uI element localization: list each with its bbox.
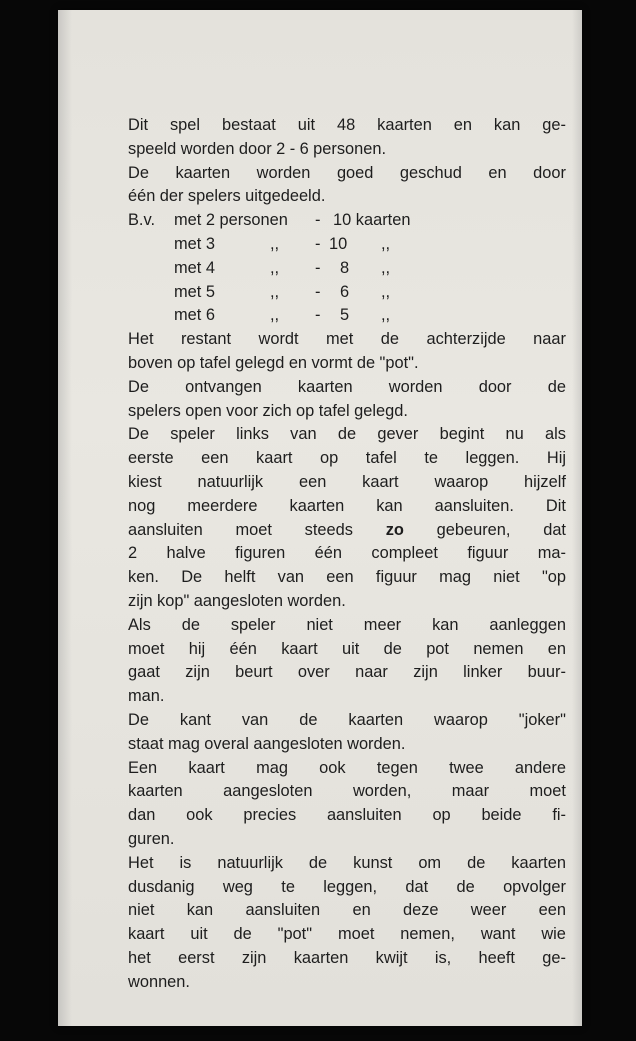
text-word: leggen. — [465, 449, 520, 468]
text-word: gelegd — [235, 353, 285, 372]
text-word: tegen — [376, 758, 418, 777]
text-word: "pot". — [379, 353, 419, 372]
text-word: compleet — [371, 544, 438, 563]
text-word: niet — [493, 568, 520, 587]
text-word: tafel — [199, 353, 231, 372]
text-word: kan — [186, 901, 214, 920]
text-line — [128, 733, 566, 757]
text-word: natuurlijk — [217, 853, 283, 872]
text-word: kan — [493, 116, 521, 134]
table-cell: ,, — [270, 282, 280, 301]
text-word: een — [201, 449, 229, 468]
text-word: en — [453, 116, 472, 134]
text-word: links — [236, 425, 269, 444]
text-word: nog — [128, 496, 156, 515]
text-word: ook — [319, 758, 346, 777]
instruction-sheet — [58, 10, 582, 1026]
text-word: kan — [376, 496, 403, 515]
text-word: op — [432, 806, 451, 825]
text-word: kaarten — [128, 782, 183, 801]
table-cell: met 3 — [174, 234, 215, 253]
text-line — [128, 352, 566, 376]
text-word: en — [488, 163, 507, 182]
text-word: de — [181, 615, 200, 634]
text-word: kiest — [128, 472, 162, 491]
text-word: een — [298, 472, 327, 491]
text-line — [128, 661, 566, 685]
text-word: eerste — [128, 449, 174, 468]
text-word: De — [128, 425, 149, 444]
text-line — [128, 614, 566, 638]
text-word: kaarten — [377, 116, 432, 134]
text-word: moet — [337, 925, 375, 944]
text-word: achterzijde — [426, 330, 506, 349]
text-word: restant — [180, 330, 232, 349]
text-word: hij — [188, 639, 206, 658]
text-word: de — [383, 639, 402, 658]
text-word: gelegd. — [354, 401, 408, 420]
table-cell: met 6 — [174, 306, 215, 325]
text-word: te — [424, 449, 438, 468]
text-word: met — [326, 330, 354, 349]
text-word: en — [288, 353, 308, 372]
text-line — [128, 876, 566, 900]
table-cell: 10 — [329, 234, 348, 253]
text-word: De — [128, 163, 149, 182]
table-cell: met 5 — [174, 282, 215, 301]
text-word: precies — [243, 806, 297, 825]
text-word: kop" — [157, 591, 190, 610]
text-line — [128, 852, 566, 876]
text-word: kaarten — [175, 163, 231, 182]
text-word: kan — [432, 615, 459, 634]
text-word: de — [456, 877, 475, 896]
text-word: andere — [514, 758, 566, 777]
text-line — [128, 757, 566, 781]
text-word: steeds — [304, 520, 353, 539]
text-line — [128, 947, 566, 971]
emphasis-word: zo — [385, 520, 404, 539]
text-word: Als — [128, 615, 151, 634]
text-word: twee — [449, 758, 484, 777]
text-line — [128, 400, 566, 424]
table-cell: ,, — [381, 258, 391, 277]
text-word: kaarten — [289, 496, 345, 515]
text-word: uit — [341, 639, 360, 658]
text-word: open — [185, 401, 222, 420]
text-word: Dit — [545, 496, 566, 515]
text-word: 2 — [276, 139, 286, 158]
text-word: ook — [186, 806, 213, 825]
page-shadow-left — [58, 10, 72, 1026]
table-cell: 5 — [340, 306, 350, 325]
text-word: waarop — [434, 710, 488, 729]
text-line — [128, 138, 566, 162]
text-word: ge- — [542, 116, 566, 134]
text-line — [128, 423, 566, 447]
text-word: door — [533, 163, 566, 182]
text-word: ma- — [537, 544, 566, 563]
text-word: heeft — [478, 948, 515, 967]
text-word: door — [478, 377, 512, 396]
text-word: om — [418, 853, 442, 872]
text-line — [128, 162, 566, 186]
text-word: gebeuren, — [436, 520, 511, 539]
text-word: zijn — [128, 591, 153, 610]
text-word: is — [179, 853, 192, 872]
text-word: kaarten — [293, 948, 349, 967]
text-word: uit — [190, 925, 208, 944]
text-word: niet — [128, 901, 155, 920]
table-cell: 8 — [340, 258, 350, 277]
text-word: figuur — [375, 568, 417, 587]
text-word: op — [177, 353, 196, 372]
text-word: fi- — [552, 806, 566, 825]
table-cell: met 4 — [174, 258, 215, 277]
text-word: worden, — [352, 782, 412, 801]
text-word: zijn — [241, 948, 267, 967]
text-word: naar — [533, 330, 566, 349]
text-word: de — [337, 425, 357, 444]
text-word: over — [297, 663, 330, 682]
text-word: aansluiten — [326, 806, 402, 825]
text-word: aangesloten — [253, 734, 343, 753]
text-word: geschud — [399, 163, 462, 182]
text-word: kant — [179, 710, 211, 729]
text-line — [128, 519, 566, 543]
text-word: de — [308, 853, 328, 872]
text-word: gever — [377, 425, 419, 444]
text-line — [128, 566, 566, 590]
text-word: de — [233, 925, 252, 944]
text-word: speler — [170, 425, 215, 444]
text-word: overal — [204, 734, 249, 753]
text-word: aansluiten — [245, 901, 321, 920]
text-word: moet — [529, 782, 566, 801]
text-word: nu — [505, 425, 524, 444]
text-word: één — [128, 187, 156, 206]
text-word: uitgedeeld. — [245, 187, 326, 206]
text-word: "joker" — [518, 710, 566, 729]
text-word: guren. — [128, 829, 175, 848]
text-word: worden. — [287, 591, 346, 610]
table-cell: - — [315, 258, 321, 277]
text-word: "pot" — [277, 925, 313, 944]
text-word: halve — [166, 544, 206, 563]
text-word: vormt — [311, 353, 353, 372]
text-word: tafel — [365, 449, 397, 468]
text-word: linker — [463, 663, 503, 682]
text-word: kunst — [353, 853, 393, 872]
text-word: te — [281, 877, 295, 896]
text-word: een — [326, 568, 354, 587]
text-word: kaarten — [511, 853, 566, 872]
text-word: worden — [180, 139, 235, 158]
text-word: worden. — [347, 734, 406, 753]
text-line — [128, 495, 566, 519]
text-word: speeld — [128, 139, 177, 158]
text-word: kaarten — [297, 377, 353, 396]
text-word: kaart — [362, 472, 399, 491]
text-word: een — [538, 901, 566, 920]
table-row — [128, 209, 566, 233]
text-word: van — [290, 425, 317, 444]
text-line — [128, 590, 566, 614]
table-cell: met 2 personen — [174, 211, 288, 230]
text-word: - — [289, 139, 296, 158]
table-cell: ,, — [381, 234, 391, 253]
text-word: kaart — [281, 639, 318, 658]
text-word: als — [545, 425, 566, 444]
text-word: spel — [169, 116, 201, 134]
text-word: wie — [541, 925, 566, 944]
text-word: dusdanig — [128, 877, 195, 896]
text-word: buur- — [527, 663, 566, 682]
text-word: ken. — [128, 568, 159, 587]
text-word: moet — [235, 520, 272, 539]
text-line — [128, 471, 566, 495]
text-word: aangesloten — [193, 591, 284, 610]
text-word: naar — [355, 663, 388, 682]
text-word: pot — [426, 639, 449, 658]
text-word: op — [296, 401, 315, 420]
text-word: der — [159, 187, 184, 206]
text-word: De — [181, 568, 203, 587]
text-word: van — [277, 568, 305, 587]
text-word: kaart — [256, 449, 293, 468]
table-row — [128, 304, 566, 328]
text-word: meer — [363, 615, 402, 634]
text-word: hijzelf — [524, 472, 566, 491]
text-word: kwijt — [375, 948, 408, 967]
text-line — [128, 780, 566, 804]
text-line — [128, 804, 566, 828]
text-word: 2 — [128, 544, 138, 563]
table-cell: ,, — [270, 234, 280, 253]
text-word: de — [299, 710, 318, 729]
text-word: eerst — [178, 948, 215, 967]
text-word: Dit — [128, 116, 149, 134]
text-word: helft — [224, 568, 256, 587]
text-word: voor — [226, 401, 259, 420]
text-word: De — [128, 377, 149, 396]
text-word: wordt — [258, 330, 299, 349]
text-word: 48 — [336, 116, 356, 134]
text-word: natuurlijk — [197, 472, 264, 491]
text-word: door — [238, 139, 272, 158]
text-word: is, — [434, 948, 452, 967]
text-line — [128, 542, 566, 566]
text-word: figuur — [467, 544, 509, 563]
text-word: weer — [470, 901, 507, 920]
text-word: worden — [256, 163, 311, 182]
table-cell: - — [315, 211, 321, 230]
text-word: kaarten — [348, 710, 404, 729]
text-word: goed — [336, 163, 374, 182]
text-word: dat — [543, 520, 566, 539]
table-row — [128, 233, 566, 257]
text-word: wonnen. — [128, 972, 190, 991]
text-word: zijn — [413, 663, 438, 682]
text-line — [128, 923, 566, 947]
table-cell: 6 — [340, 282, 350, 301]
text-word: zijn — [185, 663, 210, 682]
rules-paragraph-continued — [128, 542, 566, 994]
text-word: meerdere — [187, 496, 258, 515]
text-word: kaart — [128, 925, 165, 944]
text-word: het — [128, 948, 151, 967]
text-word: dat — [405, 877, 429, 896]
text-word: aansluiten. — [434, 496, 514, 515]
text-word: en — [547, 639, 566, 658]
text-word: nemen — [473, 639, 524, 658]
text-word: ge- — [542, 948, 566, 967]
text-word: van — [241, 710, 269, 729]
text-line — [128, 638, 566, 662]
text-word: beurt — [235, 663, 273, 682]
text-word: Een — [128, 758, 158, 777]
text-line — [128, 185, 566, 209]
text-line — [128, 685, 566, 709]
text-word: want — [480, 925, 516, 944]
text-word: kaart — [188, 758, 225, 777]
text-word: op — [320, 449, 339, 468]
text-word: spelers — [187, 187, 241, 206]
table-row — [128, 281, 566, 305]
text-word: waarop — [434, 472, 489, 491]
text-word: de — [467, 853, 486, 872]
text-word: mag — [167, 734, 200, 753]
text-word: één — [229, 639, 257, 658]
text-line — [128, 376, 566, 400]
text-word: boven — [128, 353, 173, 372]
text-line — [128, 709, 566, 733]
text-word: aanleggen — [489, 615, 566, 634]
text-word: opvolger — [503, 877, 566, 896]
text-word: één — [314, 544, 343, 563]
table-cell: - — [315, 306, 321, 325]
text-line — [128, 328, 566, 352]
text-word: de — [356, 353, 376, 372]
text-word: tafel — [318, 401, 350, 420]
text-word: zich — [262, 401, 292, 420]
text-word: worden — [388, 377, 443, 396]
text-word: weg — [222, 877, 253, 896]
text-word: de — [380, 330, 400, 349]
text-line — [128, 971, 566, 995]
table-cell: ,, — [270, 258, 280, 277]
rules-paragraph — [128, 328, 566, 518]
text-word: Het — [128, 853, 154, 872]
text-word: beide — [481, 806, 522, 825]
text-word: speler — [230, 615, 276, 634]
text-word: "op — [541, 568, 566, 587]
table-row — [128, 257, 566, 281]
text-word: staat — [128, 734, 164, 753]
table-cell: 10 kaarten — [333, 211, 411, 230]
table-cell: - — [315, 282, 321, 301]
text-word: moet — [128, 639, 165, 658]
text-word: man. — [128, 687, 165, 706]
text-word: begint — [439, 425, 485, 444]
text-word: Hij — [546, 449, 566, 468]
text-line — [128, 899, 566, 923]
intro-paragraph — [128, 114, 566, 209]
text-word: deze — [402, 901, 439, 920]
text-word: ontvangen — [185, 377, 262, 396]
text-word: spelers — [128, 401, 181, 420]
table-cell: ,, — [381, 282, 391, 301]
text-word: mag — [256, 758, 288, 777]
text-line — [128, 828, 566, 852]
table-cell: ,, — [381, 306, 391, 325]
text-word: Het — [128, 330, 154, 349]
rules-text — [128, 114, 566, 994]
card-count-table — [128, 209, 566, 328]
text-word: De — [128, 710, 149, 729]
text-word: leggen, — [323, 877, 378, 896]
text-word: maar — [451, 782, 490, 801]
text-word: 6 — [299, 139, 309, 158]
text-word: en — [352, 901, 371, 920]
page-shadow-right — [572, 10, 582, 1026]
table-cell: ,, — [270, 306, 280, 325]
text-word: nemen, — [400, 925, 455, 944]
text-word: gaat — [128, 663, 160, 682]
text-word: de — [547, 377, 566, 396]
text-word: uit — [297, 116, 316, 134]
text-word: aansluiten — [128, 520, 203, 539]
text-word: bestaat — [222, 116, 276, 134]
text-word: mag — [439, 568, 472, 587]
text-word: figuren — [235, 544, 286, 563]
text-word: personen. — [313, 139, 387, 158]
text-line — [128, 114, 566, 138]
text-word: aangesloten — [223, 782, 313, 801]
table-cell: B.v. — [128, 211, 156, 230]
text-word: niet — [306, 615, 333, 634]
text-line — [128, 447, 566, 471]
table-cell: - — [315, 234, 321, 253]
text-word: dan — [128, 806, 156, 825]
